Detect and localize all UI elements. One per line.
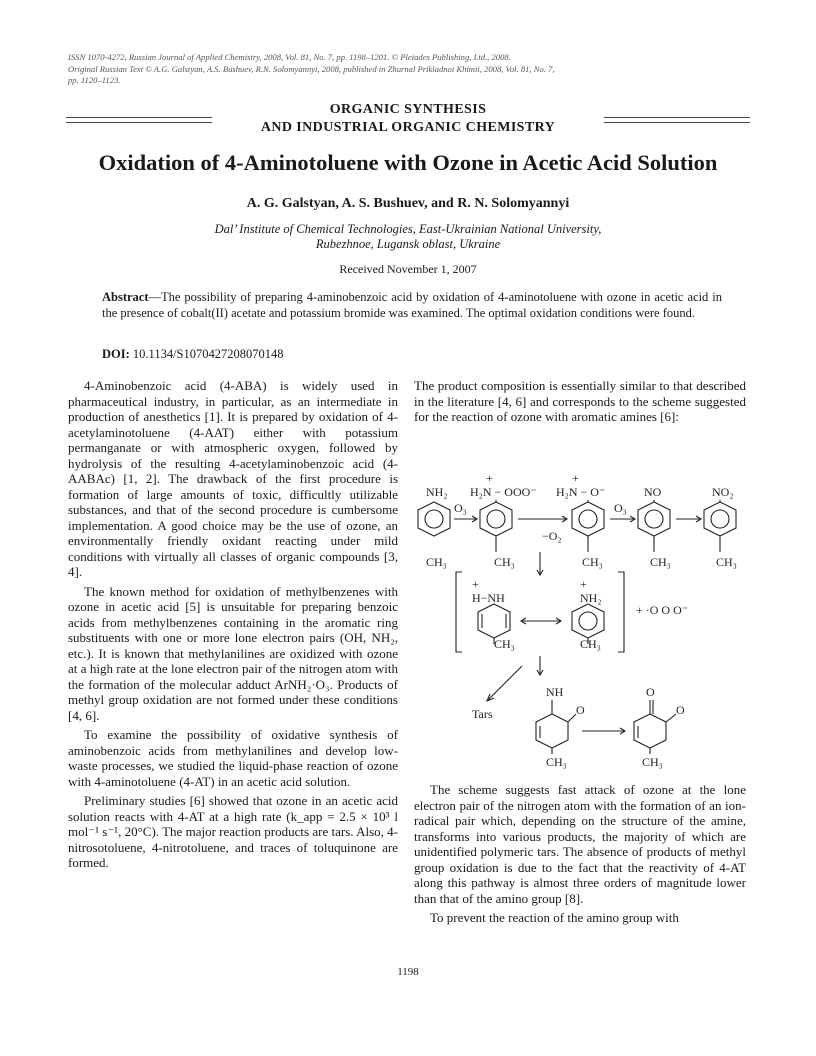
right-paragraph-1: The product composition is essentially similar to that described in the literature [4, 6] and corresponds to the scheme suggested for the reaction of ozone with aromatic amines [6]: <box>414 378 746 424</box>
scheme-ch3-9: CH₃ <box>642 755 663 769</box>
header-line-1: ISSN 1070-4272, Russian Journal of Applied Chemistry, 2008, Vol. 81, No. 7, pp. 1198–1201. © Pleiades Publishing, Ltd., 2008. <box>68 52 511 62</box>
arrow-tars <box>488 666 522 700</box>
left-paragraph-4: Preliminary studies [6] showed that ozone in an acetic acid solution reacts with 4-AT at a high rate (k_app = 2.5 × 10³ l mol⁻¹ s⁻¹, 20°C). The major reaction products are tars. Also, 4-nitrosotoluene, 4-nitrotoluene, and traces of toluquinone are formed. <box>68 793 398 870</box>
scheme-ch3-2: CH₃ <box>494 555 515 569</box>
page-number: 1198 <box>397 966 419 978</box>
scheme-h2n-ooo: H₂N − OOO⁻ <box>470 485 537 499</box>
bracket-right <box>618 572 624 652</box>
doi-value[interactable]: 10.1134/S1070427208070148 <box>132 347 284 361</box>
bracket-left <box>456 572 462 652</box>
benzene-ring-6 <box>478 604 510 638</box>
scheme-ch3-5: CH₃ <box>716 555 737 569</box>
quinone-ring <box>634 714 666 748</box>
header-line-3: pp. 1120–1123. <box>68 75 121 85</box>
scheme-nh2-plus: NH₂ <box>580 591 602 605</box>
aromatic-circle-7 <box>579 612 597 630</box>
doi <box>102 347 284 362</box>
aromatic-circle-4 <box>645 510 663 528</box>
left-column <box>68 378 398 875</box>
right-paragraph-2: The scheme suggests fast attack of ozone at the lone electron pair of the nitrogen atom with the formation of an ion-radical pair which, depending on the structure of the amine, transforms into various products, the majority of which are unidentified polymeric tars. The absence of products of methyl group oxidation is due to the fact that the reactivity of 4-AT along this pathway is almost three orders of magnitude lower than that of the amino group [8]. <box>414 782 746 906</box>
scheme-o3-2: O₃ <box>614 501 627 515</box>
authors: A. G. Galstyan, A. S. Bushuev, and R. N. Solomyannyi <box>246 196 570 211</box>
benzene-ring-4 <box>638 502 670 536</box>
left-paragraph-3: To examine the possibility of oxidative synthesis of aminobenzoic acids from methylanilines and develop low-waste processes, we studied the liquid-phase reaction of ozone with 4-aminotoluene (4-AT) in an acetic acid solution. <box>68 727 398 789</box>
right-column-intro <box>414 378 746 429</box>
affiliation <box>0 222 816 252</box>
scheme-no: NO <box>644 485 662 499</box>
reaction-scheme <box>414 448 754 774</box>
benzene-ring-7 <box>572 604 604 638</box>
scheme-ozone-radical: + ·O O O⁻ <box>636 603 689 617</box>
right-paragraph-3: To prevent the reaction of the amino group with <box>430 910 679 925</box>
scheme-ch3-8: CH₃ <box>546 755 567 769</box>
scheme-plus-4: + <box>580 577 587 591</box>
scheme-nh: NH <box>546 685 564 699</box>
paper-title: Oxidation of 4-Aminotoluene with Ozone in Acetic Acid Solution <box>98 150 718 175</box>
scheme-ch3-1: CH₃ <box>426 555 447 569</box>
scheme-ch3-6: CH₃ <box>494 637 515 651</box>
scheme-o-1: O <box>576 703 585 717</box>
benzene-ring-3 <box>572 502 604 536</box>
section-heading-line-1: ORGANIC SYNTHESIS <box>329 102 487 117</box>
affiliation-line-1: Dal’ Institute of Chemical Technologies, East-Ukrainian National University, <box>214 222 602 236</box>
aromatic-circle-2 <box>487 510 505 528</box>
abstract-label: Abstract <box>102 290 149 304</box>
scheme-ch3-3: CH₃ <box>582 555 603 569</box>
scheme-h2n-o: H₂N − O⁻ <box>556 485 606 499</box>
quinone-imine-ring <box>536 714 568 748</box>
affiliation-line-2: Rubezhnoe, Lugansk oblast, Ukraine <box>315 237 501 251</box>
scheme-hnh: H−NH <box>472 591 505 605</box>
aromatic-circle-5 <box>711 510 729 528</box>
scheme-no2: NO₂ <box>712 485 734 499</box>
scheme-tars: Tars <box>472 707 493 721</box>
aromatic-circle-3 <box>579 510 597 528</box>
received-date: Received November 1, 2007 <box>339 262 477 276</box>
journal-header <box>68 52 758 87</box>
doi-label: DOI: <box>102 347 130 361</box>
section-heading-line-2: AND INDUSTRIAL ORGANIC CHEMISTRY <box>260 120 556 135</box>
scheme-ch3-4: CH₃ <box>650 555 671 569</box>
scheme-plus-3: + <box>472 577 479 591</box>
benzene-ring-2 <box>480 502 512 536</box>
header-line-2: Original Russian Text © A.G. Galstyan, A.S. Bushuev, R.N. Solomyannyi, 2008, published in Zhurnal Prikladnoi Khimii, 2008, Vol. 81, No. 7, <box>68 63 555 74</box>
right-column-body <box>414 782 746 930</box>
abstract-text: The possibility of preparing 4-aminobenzoic acid by oxidation of 4-aminotoluene with ozone in acetic acid in the presence of cobalt(II) acetate and potassium bromide was examined. The optimal oxidation conditions were found. <box>102 290 722 320</box>
left-paragraph-2: The known method for oxidation of methylbenzenes with ozone in acetic acid [5] is unsuitable for preparing benzoic acids from methylbenzenes containing in the aromatic ring substituents with one or more lone electron pairs (OH, NH₂, etc.). It is known that methylanilines are oxidized with ozone at a high rate at the lone electron pair of the nitrogen atom with the formation of the molecular adduct ArNH₂·O₃. Products of methyl group oxidation are not formed under these conditions [4, 6]. <box>68 583 398 723</box>
benzene-ring-1 <box>418 502 450 536</box>
scheme-minus-o2: −O₂ <box>542 529 562 543</box>
scheme-plus-1: + <box>486 471 493 485</box>
abstract: Abstract—The possibility of preparing 4-aminobenzoic acid by oxidation of 4-aminotoluene with ozone in acetic acid in the presence of cobalt(II) acetate and potassium bromide was examined. The optimal oxidation conditions were found. <box>102 290 722 320</box>
benzene-ring-5 <box>704 502 736 536</box>
scheme-o-3: O <box>676 703 685 717</box>
scheme-o-2: O <box>646 685 655 699</box>
left-paragraph-1: 4-Aminobenzoic acid (4-ABA) is widely used in pharmaceutical industry, in particular, as an intermediate in production of anesthetics [1]. It is prepared by oxidation of 4-acetylaminotoluene (4-AAT) either with potassium permanganate or with atmospheric oxygen, followed by hydrolysis of the resulting 4-acetylaminobenzoic acid (4-AABAc) [1, 2]. The drawback of the first procedure is formation of large amounts of toxic, difficultly utilizable substances, and that of the second procedure is cumbersome implementation. A good choice may be the use of ozone, an environmentally friendly oxidant reacting under mild conditions with virtually all classes of organic compounds [3, 4]. <box>68 378 398 579</box>
scheme-nh2: NH₂ <box>426 485 448 499</box>
scheme-plus-2: + <box>572 471 579 485</box>
scheme-o3-1: O₃ <box>454 501 467 515</box>
scheme-ch3-7: CH₃ <box>580 637 601 651</box>
aromatic-circle-1 <box>425 510 443 528</box>
